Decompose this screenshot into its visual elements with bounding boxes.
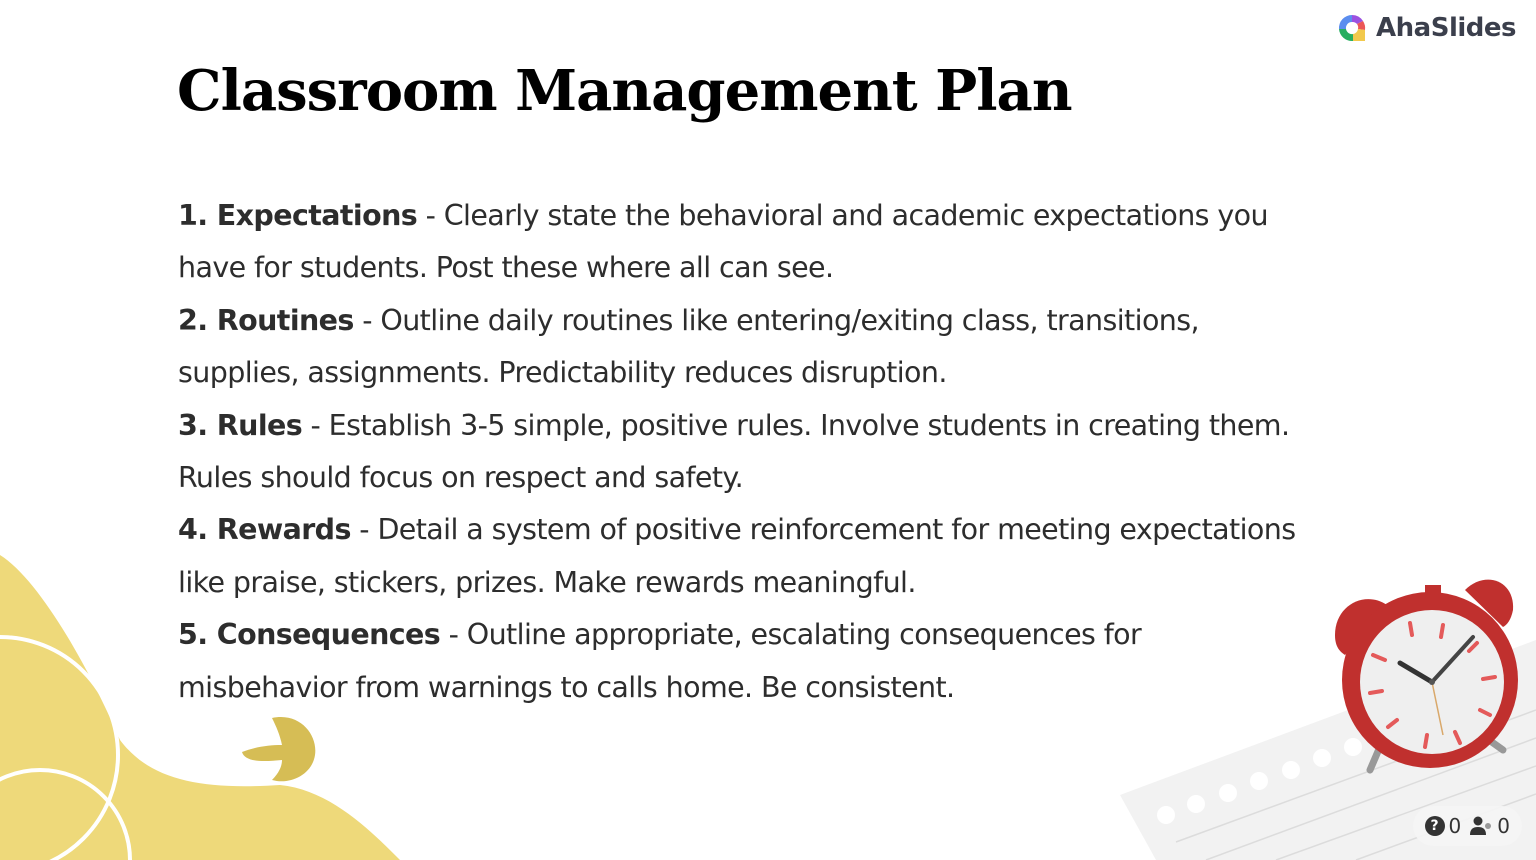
list-item <box>178 190 1318 295</box>
audience-icon <box>1469 816 1493 836</box>
ahaslides-logo-icon <box>1336 12 1368 44</box>
list-item <box>178 400 1318 505</box>
item-label: 2. Routines <box>178 303 354 337</box>
audience-stat[interactable] <box>1469 814 1510 838</box>
questions-count: 0 <box>1448 814 1462 838</box>
item-label: 1. Expectations <box>178 199 418 232</box>
question-circle-icon: ? <box>1425 816 1445 836</box>
item-text: - Outline daily routines like entering/exiting class, transitions, supplies, assignments. Predictability reduces disruption. <box>178 303 1199 390</box>
list-item <box>178 609 1318 714</box>
item-text: - Detail a system of positive reinforcement for meeting expectations like praise, stickers, prizes. Make rewards meaningful. <box>178 513 1296 599</box>
questions-stat[interactable] <box>1425 814 1462 838</box>
alarm-clock-icon <box>1325 565 1525 780</box>
item-text: - Outline appropriate, escalating consequences for misbehavior from warnings to calls home. Be consistent. <box>178 618 1142 704</box>
list-item <box>178 504 1318 609</box>
item-text: - Establish 3-5 simple, positive rules. Involve students in creating them. Rules should focus on respect and safety. <box>178 408 1290 495</box>
slide-content <box>178 190 1318 714</box>
item-label: 4. Rewards <box>178 513 351 547</box>
item-label: 5. Consequences <box>178 618 441 652</box>
audience-stats <box>1413 806 1522 846</box>
item-label: 3. Rules <box>178 408 303 442</box>
item-text: - Clearly state the behavioral and academic expectations you have for students. Post these where all can see. <box>178 199 1268 285</box>
slide-title: Classroom Management Plan <box>177 58 1072 124</box>
ahaslides-logo <box>1336 12 1516 44</box>
brand-name: AhaSlides <box>1376 13 1516 43</box>
list-item <box>178 295 1318 400</box>
audience-count: 0 <box>1497 814 1510 838</box>
